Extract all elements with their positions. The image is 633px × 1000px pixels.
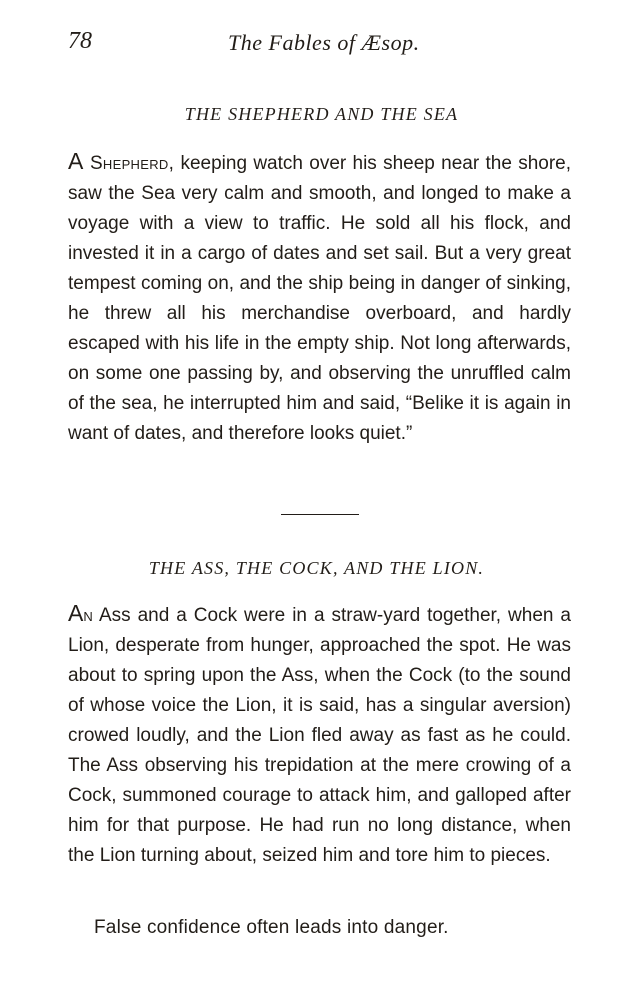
fable-body: keeping watch over his sheep near the shore, saw the Sea very calm and smooth, and longed to make a voyage with a view to traffic. He sold all his flock, and invested it in a cargo of dates and set sail. But a very great tempest coming on, and the ship being in danger of sinking, he threw all his merchandise overboard, and hardly escaped with his life in the empty ship. Not long afterwards, on some one passing by, and observing the unruffled calm of the sea, he interrupted him and said, “Belike it is again in want of dates, and therefore looks quiet.” (68, 153, 572, 444)
running-title: The Fables of Æsop. (228, 30, 420, 55)
page-number: 78 (68, 28, 92, 54)
initial-letter: A (68, 148, 84, 174)
section-divider (281, 514, 359, 515)
fable-text (68, 598, 571, 871)
page-header (68, 28, 567, 64)
fable-body: Ass and a Cock were in a straw-yard together, when a Lion, desperate from hunger, approached the spot. He was about to spring upon the Ass, when the Cock (to the sound of whose voice the Lion, it is said, has a singular aversion) crowed loudly, and the Lion fled away as fast as he could. The Ass observing his trepidation at the mere crowing of a Cock, summoned courage to attack him, and galloped after him for that purpose. He had run no long distance, when the Lion turning about, seized him and tore him to pieces. (68, 605, 571, 866)
initial-letter: A (68, 600, 84, 626)
opening-words: Shepherd, (83, 153, 175, 174)
fable-text (68, 146, 571, 449)
fable-moral: False confidence often leads into danger. (94, 917, 449, 938)
fable-title: THE ASS, THE COCK, AND THE LION. (148, 558, 485, 578)
opening-words: n (83, 605, 94, 626)
fable-title: THE SHEPHERD AND THE SEA (184, 104, 459, 124)
